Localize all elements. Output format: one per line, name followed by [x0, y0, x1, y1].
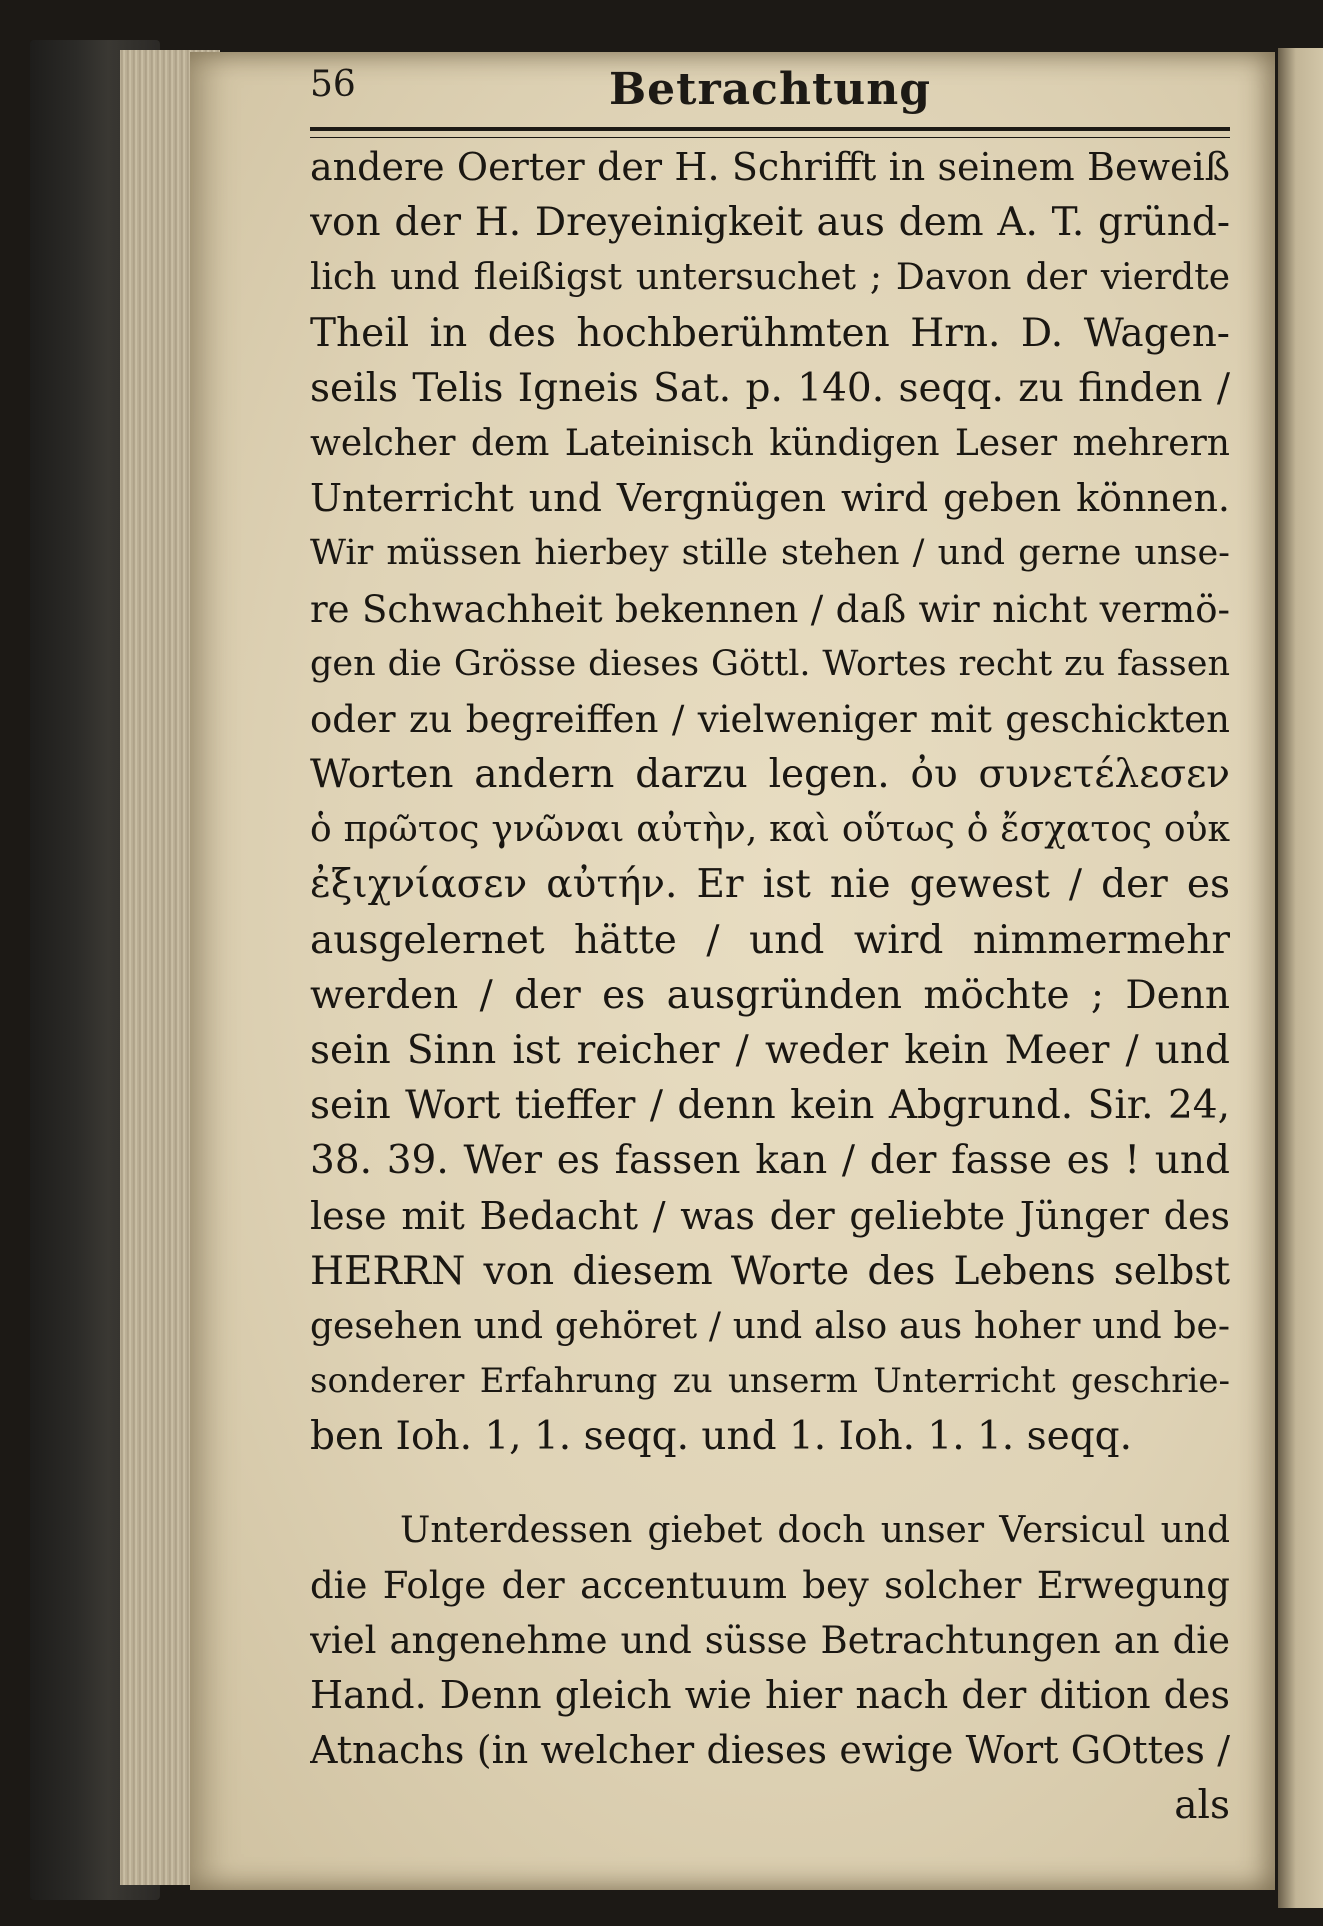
text-line: seils Telis Igneis Sat. p. 140. seqq. zu finden / [310, 365, 1230, 411]
text-line: ausgelernet hätte / und wird nimmermehr [310, 917, 1230, 963]
text-line: die Folge der accentuum bey solcher Erwegung [310, 1563, 1230, 1607]
text-line: Theil in des hochberühmten Hrn. D. Wagen- [310, 310, 1230, 356]
text-line: Atnachs (in welcher dieses ewige Wort GOttes / [310, 1728, 1230, 1773]
text-line: sein Wort tieffer / denn kein Abgrund. Sir. 24, [310, 1083, 1230, 1129]
paragraph-gap [310, 1465, 1230, 1503]
page-header [310, 60, 1230, 120]
body-text [310, 140, 1230, 1834]
text-line: sonderer Erfahrung zu unserm Unterricht geschrie- [310, 1361, 1230, 1402]
greek-text-line: ὁ πρῶτος γνῶναι αὐτὴν, καὶ οὕτως ὁ ἔσχατος οὐκ [310, 809, 1230, 851]
text-line: Wir müssen hierbey stille stehen / und gerne unse- [310, 533, 1230, 574]
text-line: oder zu begreiffen / vielweniger mit geschickten [310, 697, 1230, 741]
text-line: re Schwachheit bekennen / daß wir nicht vermö- [310, 587, 1230, 631]
text-line: HERRN von diesem Worte des Lebens selbst [310, 1248, 1230, 1294]
text-line: gesehen und gehöret / und also aus hoher und be- [310, 1305, 1230, 1347]
text-line: andere Oerter der H. Schrifft in seinem Beweiß [310, 145, 1230, 189]
text-line: lese mit Bedacht / was der geliebte Jünger des [310, 1193, 1230, 1238]
text-line: welcher dem Lateinisch kündigen Leser mehrern [310, 422, 1230, 464]
text-line: gen die Grösse dieses Göttl. Wortes recht zu fassen [310, 643, 1230, 684]
catchword: als [1174, 1783, 1230, 1829]
text-line: Worten andern darzu legen. ὀυ συνετέλεσεν [310, 752, 1230, 798]
paragraph-1 [310, 140, 1230, 1465]
page-number: 56 [310, 64, 356, 105]
running-title: Betrachtung [608, 64, 932, 115]
paragraph-2 [310, 1503, 1230, 1834]
text-line: Unterricht und Vergnügen wird geben können. [310, 476, 1230, 521]
text-line: sein Sinn ist reicher / weder kein Meer / und [310, 1028, 1230, 1073]
text-line: ben Ioh. 1, 1. seqq. und 1. Ioh. 1. 1. seqq. [310, 1414, 1133, 1460]
text-line: lich und fleißigst untersuchet ; Davon der vierdte [310, 257, 1230, 299]
text-line: werden / der es ausgründen möchte ; Denn [310, 972, 1230, 1018]
text-line: ἐξιχνίασεν αὐτήν. Er ist nie gewest / der es [310, 862, 1230, 908]
text-line: viel angenehme und süsse Betrachtungen an die [310, 1618, 1230, 1662]
text-line: von der H. Dreyeinigkeit aus dem A. T. gründ- [310, 200, 1230, 246]
text-line: Hand. Denn gleich wie hier nach der dition des [310, 1673, 1230, 1718]
text-line: Unterdessen giebet doch unser Versicul und [400, 1509, 1230, 1551]
text-line: 38. 39. Wer es fassen kan / der fasse es ! und [310, 1138, 1230, 1184]
header-rule [310, 127, 1230, 138]
next-page-edge [1278, 48, 1323, 1908]
